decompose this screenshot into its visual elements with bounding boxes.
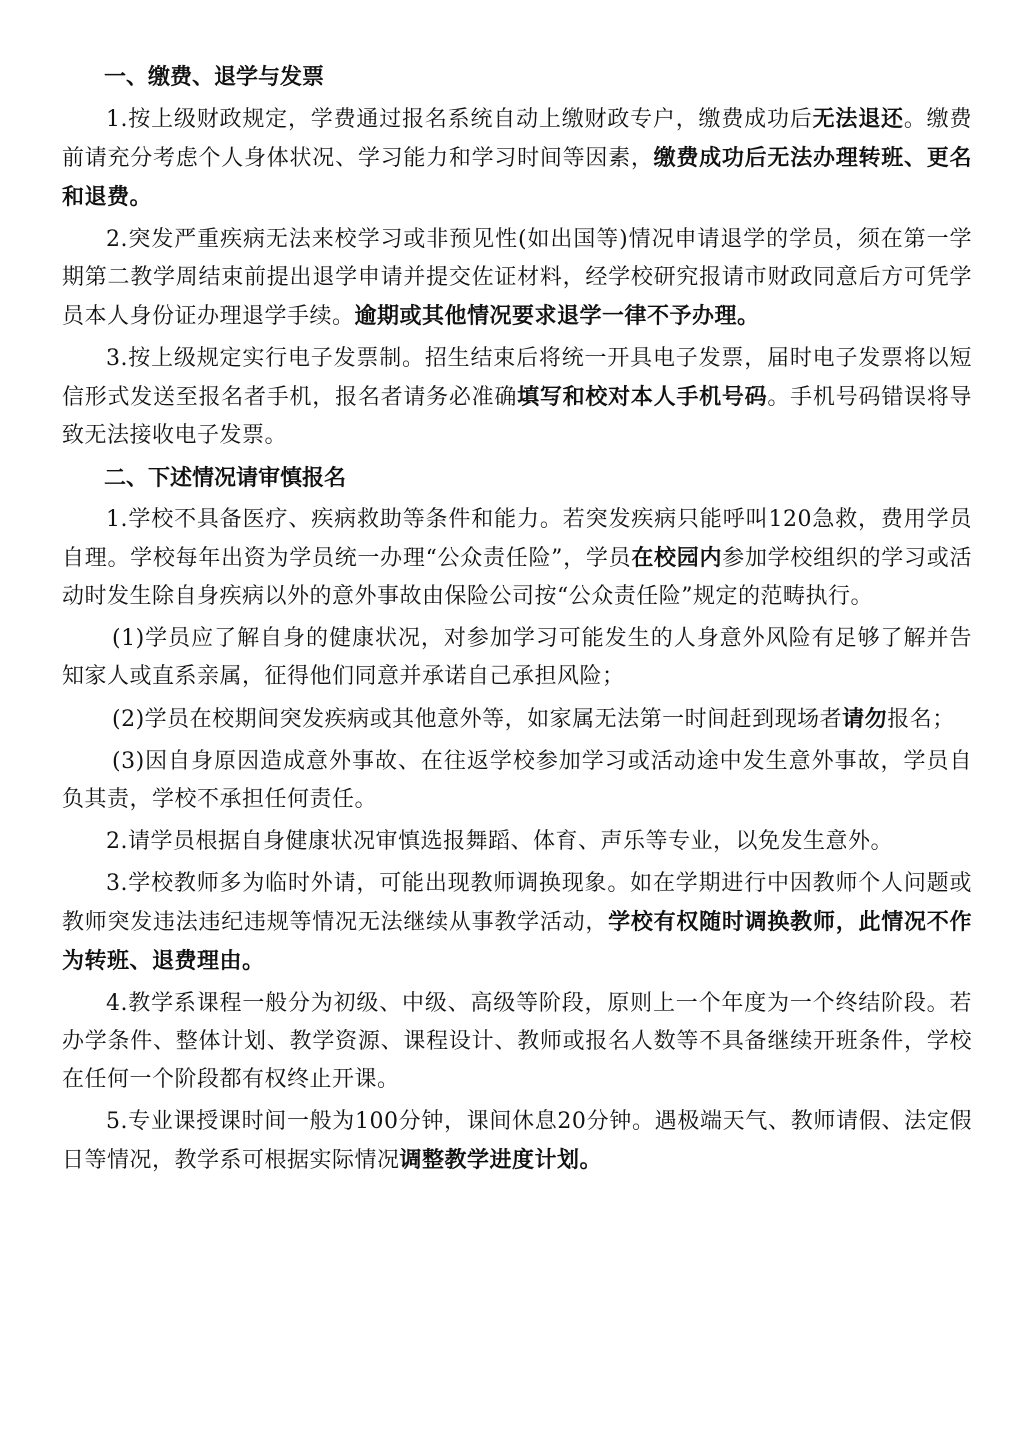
paragraph-text: 参加学校组织的学习或活动时发生除自身疾病以外的意外事故由保险公司按“公众责任险”规定的范畴执行。 — [62, 546, 972, 609]
numbered-paragraph — [62, 823, 972, 861]
paragraph-text: 5.专业课授课时间一般为100分钟，课间休息20分钟。遇极端天气、教师请假、法定假日等情况，教学系可根据实际情况 — [62, 1109, 972, 1173]
emphasized-text: 填写和校对本人手机号码 — [517, 384, 768, 410]
numbered-paragraph — [62, 865, 972, 981]
paragraph-text: 4.教学系课程一般分为初级、中级、高级等阶段，原则上一个年度为一个终结阶段。若办学条件、整体计划、教学资源、课程设计、教师或报名人数等不具备继续开班条件，学校在任何一个阶段都有权终止开课。 — [62, 991, 972, 1092]
paragraph-text: (2)学员在校期间突发疾病或其他意外等，如家属无法第一时间赶到现场者 — [112, 707, 843, 732]
sub-item-paragraph — [62, 620, 972, 696]
numbered-paragraph — [62, 221, 972, 336]
paragraph-text: 报名； — [887, 707, 955, 732]
emphasized-text: 无法退还 — [812, 106, 904, 132]
paragraph-text: 2.突发严重疾病无法来校学习或非预见性(如出国等)情况申请退学的学员，须在第一学期第二教学周结束前提出退学申请并提交佐证材料，经学校研究报请市财政同意后方可凭学员本人身份证办理退学手续。 — [62, 227, 972, 329]
emphasized-text: 请勿 — [842, 706, 888, 732]
numbered-paragraph — [62, 1103, 972, 1180]
sub-item-paragraph — [62, 700, 972, 739]
paragraph-text: 1.按上级财政规定，学费通过报名系统自动上缴财政专户，缴费成功后 — [106, 107, 813, 132]
emphasized-text: 逾期或其他情况要求退学一律不予办理。 — [354, 303, 760, 329]
emphasized-text: 缴费成功后无法办理转班、更名和退费。 — [62, 145, 972, 210]
paragraph-text: 1.学校不具备医疗、疾病救助等条件和能力。若突发疾病只能呼叫120急救，费用学员自理。学校每年出资为学员统一办理“公众责任险”，学员 — [62, 507, 972, 571]
paragraph-text: 3.按上级规定实行电子发票制。招生结束后将统一开具电子发票，届时电子发票将以短信形式发送至报名者手机，报名者请务必准确 — [62, 346, 972, 410]
sub-item-paragraph — [62, 743, 972, 819]
numbered-paragraph — [62, 100, 972, 217]
paragraph-text: (3)因自身原因造成意外事故、在往返学校参加学习或活动途中发生意外事故，学员自负其责，学校不承担任何责任。 — [62, 749, 972, 812]
section-heading: 二、下述情况请审慎报名 — [104, 465, 347, 491]
paragraph-text: 2.请学员根据自身健康状况审慎选报舞蹈、体育、声乐等专业，以免发生意外。 — [106, 829, 893, 854]
emphasized-text: 学校有权随时调换教师，此情况不作为转班、退费理由。 — [62, 909, 972, 974]
paragraph-text: (1)学员应了解自身的健康状况，对参加学习可能发生的人身意外风险有足够了解并告知家人或直系亲属，征得他们同意并承诺自己承担风险； — [62, 626, 972, 689]
paragraph-text: 3.学校教师多为临时外请，可能出现教师调换现象。如在学期进行中因教师个人问题或教师突发违法违纪违规等情况无法继续从事教学活动， — [62, 871, 972, 935]
section-heading: 一、缴费、退学与发票 — [104, 64, 325, 90]
emphasized-text: 在校园内 — [631, 545, 723, 571]
emphasized-text: 调整教学进度计划。 — [399, 1147, 603, 1173]
document-body — [62, 58, 972, 1184]
numbered-paragraph — [62, 501, 972, 616]
paragraph-text: 。缴费前请充分考虑个人身体状况、学习能力和学习时间等因素， — [62, 107, 972, 171]
numbered-paragraph — [62, 340, 972, 455]
paragraph-text: 。手机号码错误将导致无法接收电子发票。 — [62, 385, 972, 448]
numbered-paragraph — [62, 985, 972, 1099]
